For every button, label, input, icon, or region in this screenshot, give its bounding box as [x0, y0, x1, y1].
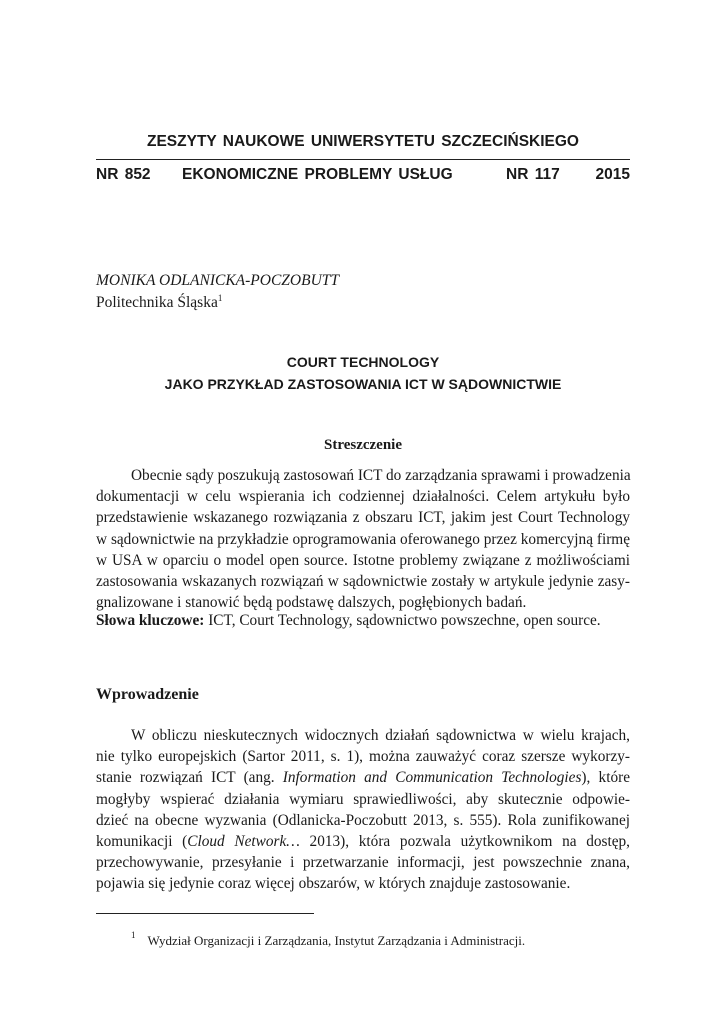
intro-line: W obliczu nieskutecznych widocznych działań sądownictwa w wielu krajach, [131, 727, 630, 744]
abstract-line: zastosowania wskazanych rozwiązań w sądownictwie zostały w artykule jedynie zasy- [96, 573, 630, 591]
intro-line: przechowywanie, przesyłanie i przetwarzanie informacji, jest powszechnie znana, [96, 854, 630, 872]
issue-year: 2015 [595, 166, 630, 183]
keywords-label: Słowa kluczowe: [96, 612, 205, 629]
issue-number: NR 117 [506, 166, 560, 183]
affiliation-text: Politechnika Śląska [96, 294, 218, 311]
abstract-line: Obecnie sądy poszukują zastosowań ICT do zarządzania sprawami i prowadzenia [131, 467, 631, 484]
footnote-mark: 1 [131, 930, 136, 940]
footnote-rule [96, 913, 314, 914]
abstract-line: w USA w oparciu o model open source. Istotne problemy związane z możliwościami [96, 551, 630, 569]
intro-line: nie tylko europejskich (Sartor 2011, s. 1), można zauważyć coraz szersze wykorzy- [96, 748, 630, 766]
footnote [131, 930, 526, 949]
series-title: ZESZYTY NAUKOWE UNIWERSYTETU SZCZECIŃSKIEGO [147, 133, 579, 150]
intro-line: mogłyby wspierać działania wymiaru sprawiedliwości, aby skutecznie odpowie- [96, 790, 630, 808]
intro-line [96, 831, 630, 852]
abstract-line: gnalizowane i stanowić będą podstawę dalszych, pogłębionych badań. [96, 594, 527, 612]
abstract-text [96, 465, 630, 613]
abstract-heading: Streszczenie [323, 437, 403, 453]
abstract-line: w sądownictwie na przykładzie oprogramowania oferowanego przez komercyjną firmę [96, 530, 630, 548]
intro-text-run: ), które [581, 769, 630, 787]
intro-text-run: komunikacji ( [96, 833, 188, 851]
issue-nr: NR 852 [96, 166, 151, 183]
intro-line: dzieć na obecne wyzwania (Odlanicka-Poczobutt 2013, s. 555). Rola zunifikowanej [96, 811, 630, 829]
intro-line: pojawia się jedynie coraz więcej obszarów, w których znajduje zastosowanie. [96, 875, 571, 893]
intro-italic-run: Cloud Network… [187, 833, 300, 851]
keywords [96, 612, 601, 630]
article-title-line1: COURT TECHNOLOGY [286, 354, 440, 370]
intro-line [96, 767, 630, 788]
article-title-line2: JAKO PRZYKŁAD ZASTOSOWANIA ICT W SĄDOWNICTWIE [164, 376, 562, 392]
intro-text [96, 725, 630, 895]
intro-text-run: stanie rozwiązań ICT (ang. [96, 769, 283, 787]
author-affiliation [96, 294, 222, 312]
header-rule [96, 159, 630, 160]
issue-line [96, 166, 630, 186]
footnote-ref: 1 [217, 293, 223, 303]
journal-title: EKONOMICZNE PROBLEMY USŁUG [182, 166, 453, 183]
intro-italic-run: Information and Communication Technologies [282, 769, 582, 787]
abstract-line: dokumentacji w celu wspierania ich codziennej działalności. Celem artykułu było [96, 488, 630, 506]
intro-text-run: 2013), która pozwala użytkownikom na dostęp, [299, 833, 630, 851]
section-heading: Wprowadzenie [96, 686, 199, 703]
keywords-text: ICT, Court Technology, sądownictwo powszechne, open source. [208, 612, 601, 629]
author-name: MONIKA ODLANICKA-POCZOBUTT [96, 272, 340, 289]
footnote-text: Wydział Organizacji i Zarządzania, Instytut Zarządzania i Administracji. [147, 933, 526, 948]
abstract-line: przedstawienie wskazanego rozwiązania z obszaru ICT, jakim jest Court Technology [96, 509, 630, 527]
